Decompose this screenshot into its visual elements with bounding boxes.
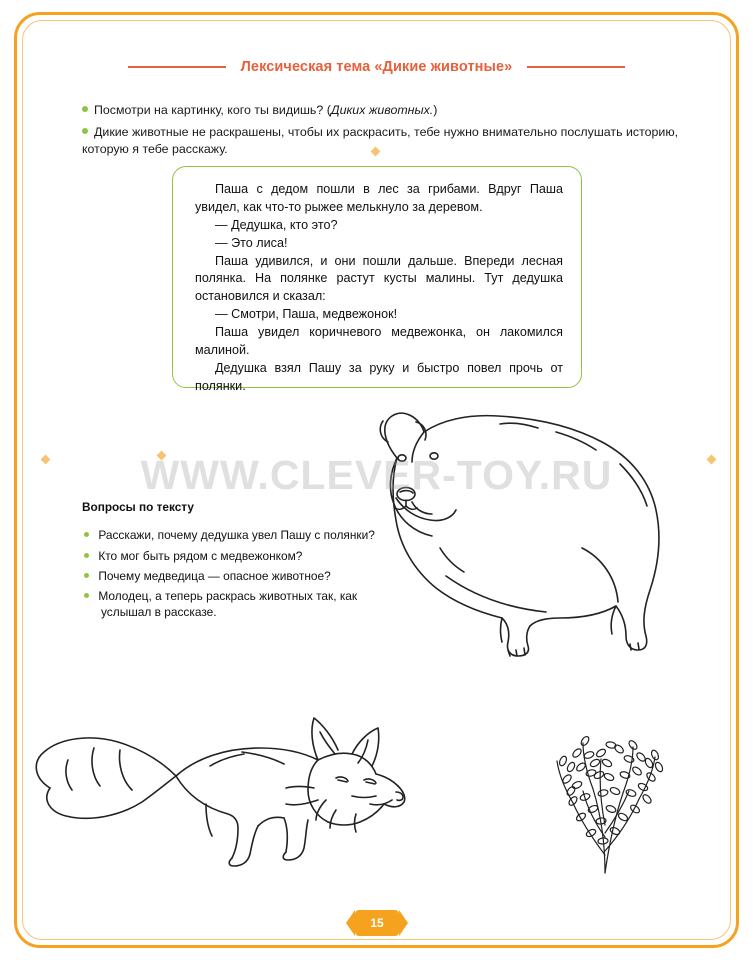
- question-item-4-continued: услышал в рассказе.: [101, 605, 217, 619]
- page-title-text: Лексическая тема «Дикие животные»: [240, 58, 513, 75]
- story-text: [195, 181, 563, 396]
- bullet-dot-icon: [84, 532, 89, 537]
- question-item-4: [84, 589, 384, 604]
- story-paragraph: — Смотри, Паша, медвежонок!: [215, 307, 398, 322]
- intro-bullet-1-italic: Диких животных.: [330, 103, 434, 117]
- title-rule-left: [128, 66, 226, 68]
- question-item-3: [84, 569, 414, 584]
- bullet-dot-icon: [84, 573, 89, 578]
- question-text: Кто мог быть рядом с медвежонком?: [98, 549, 303, 563]
- bullet-dot-icon: [82, 106, 88, 112]
- story-paragraph: Паша удивился, и они пошли дальше. Впереди лесная полянка. На полянке растут кусты малины. Тут дедушка остановился и сказал:: [195, 253, 563, 304]
- title-rule-right: [527, 66, 625, 68]
- bullet-dot-icon: [84, 593, 89, 598]
- story-paragraph: Дедушка взял Пашу за руку и быстро повел прочь от полянки.: [195, 360, 563, 393]
- intro-bullet-2: [82, 124, 727, 158]
- question-item-2: [84, 549, 414, 564]
- intro-bullet-1: [82, 102, 722, 119]
- watermark: WWW.CLEVER-TOY.RU: [140, 452, 613, 498]
- question-item-1: [84, 528, 414, 543]
- questions-heading: Вопросы по тексту: [82, 500, 194, 514]
- story-paragraph: Паша увидел коричневого медвежонка, он лакомился малиной.: [195, 325, 563, 357]
- page-number-badge: 15: [355, 910, 399, 936]
- story-paragraph: — Дедушка, кто это?: [215, 217, 338, 232]
- question-text: Расскажи, почему дедушка увел Пашу с полянки?: [98, 528, 375, 542]
- question-text: Почему медведица — опасное животное?: [98, 569, 331, 583]
- intro-bullet-1-tail: ): [433, 103, 438, 117]
- bullet-dot-icon: [84, 553, 89, 558]
- bullet-dot-icon: [82, 128, 88, 134]
- page-title: [0, 58, 753, 76]
- story-paragraph: — Это лиса!: [215, 235, 288, 250]
- story-box: [172, 166, 582, 393]
- intro-bullet-1-text: Посмотри на картинку, кого ты видишь? (: [94, 103, 331, 117]
- intro-bullet-2-text: Дикие животные не раскрашены, чтобы их раскрасить, тебе нужно внимательно послушать историю, которую я тебе расскажу.: [82, 125, 679, 157]
- question-text: Молодец, а теперь раскрась животных так, как: [98, 589, 358, 603]
- story-paragraph: Паша с дедом пошли в лес за грибами. Вдруг Паша увидел, как что-то рыжее мелькнуло за деревом.: [195, 182, 563, 214]
